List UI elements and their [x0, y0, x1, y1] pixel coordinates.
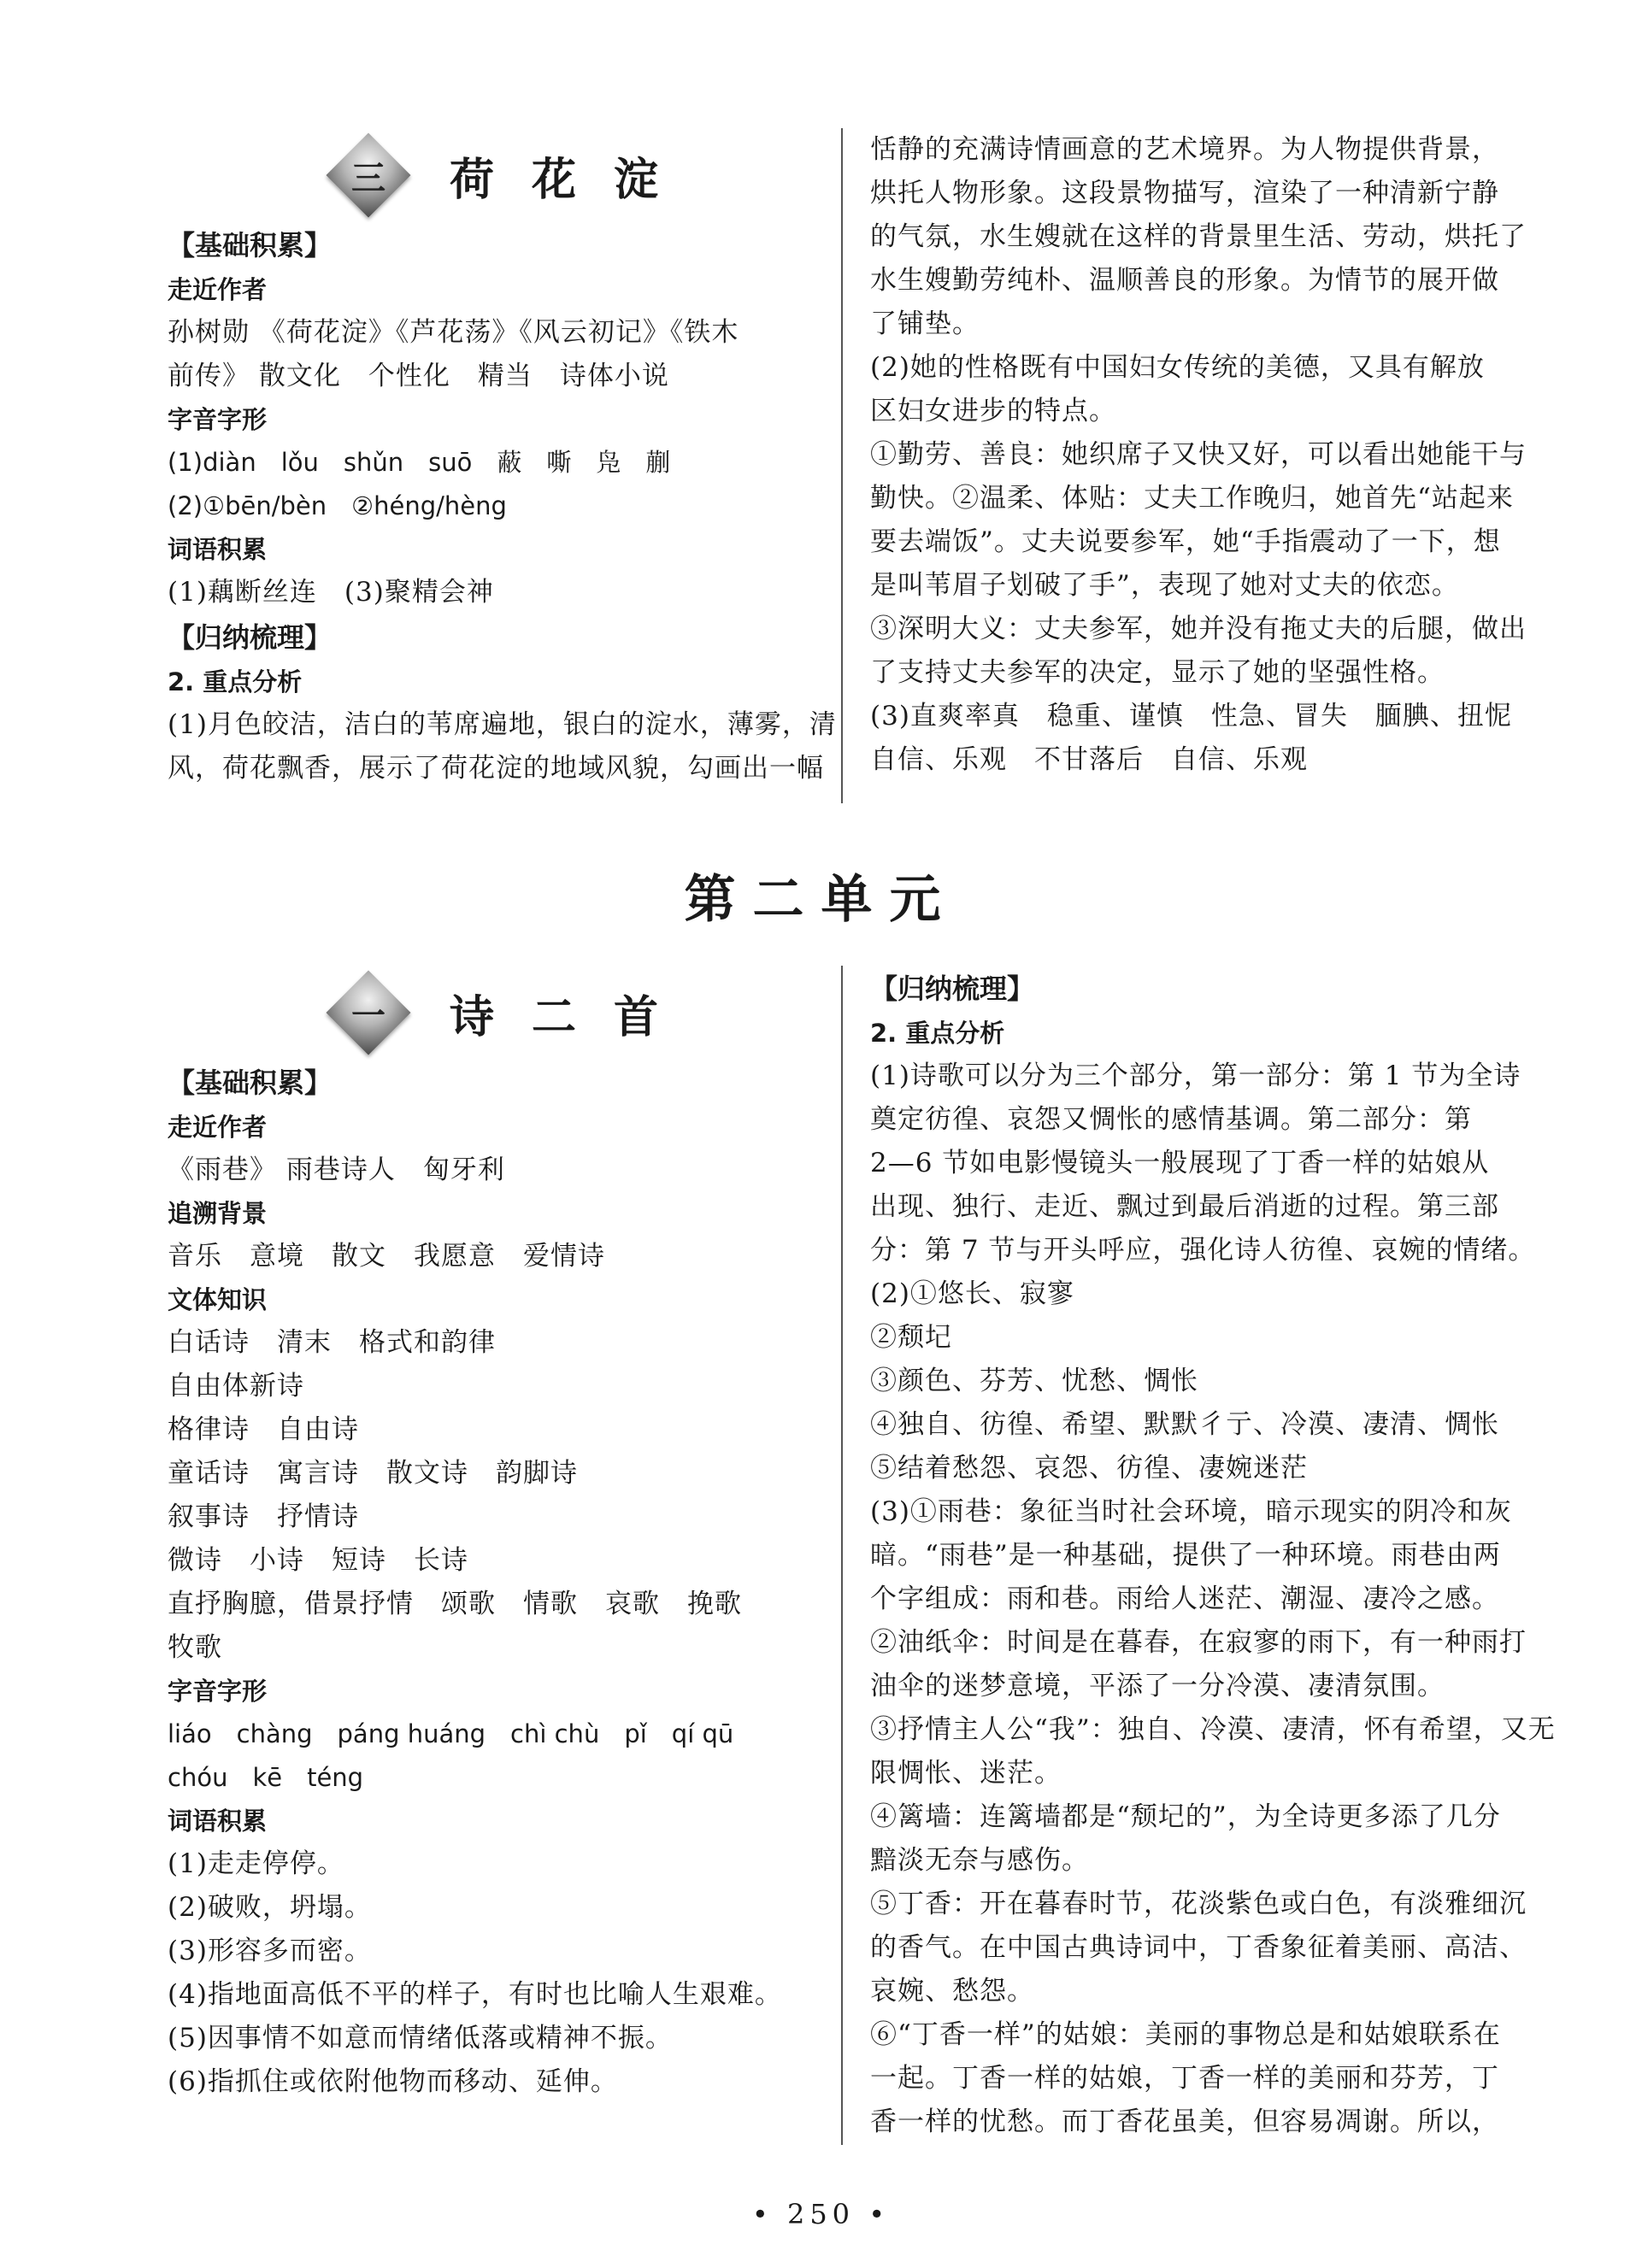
text-line: 微诗 小诗 短诗 长诗 — [168, 1545, 468, 1576]
bottom-right-column — [870, 966, 1556, 2144]
text-line: (2)她的性格既有中国妇女传统的美德，又具有解放 — [870, 352, 1485, 383]
text-line: ②油纸伞：时间是在暮春，在寂寥的雨下，有一种雨打 — [870, 1627, 1527, 1658]
pinyin-line: (2)①bēn/bèn ②héng/hèng — [168, 491, 507, 520]
text-line: 个字组成：雨和巷。雨给人迷茫、潮湿、凄冷之感。 — [870, 1583, 1499, 1614]
text-line: 勤快。②温柔、体贴：丈夫工作晚归，她首先“站起来 — [870, 483, 1514, 514]
text-line: 烘托人物形象。这段景物描写，渲染了一种清新宁静 — [870, 178, 1499, 209]
section-heading: 【基础积累】 — [168, 1066, 333, 1099]
subsection-heading: 字音字形 — [168, 1677, 268, 1706]
text-line: 奠定彷徨、哀怨又惆怅的感情基调。第二部分：第 — [870, 1104, 1472, 1135]
text-line: 直抒胸臆，借景抒情 颂歌 情歌 哀歌 挽歌 — [168, 1589, 742, 1619]
bottom-right-content — [870, 966, 1556, 2144]
section-heading: 【归纳梳理】 — [870, 972, 1035, 1005]
text-line: ③深明大义：丈夫参军，她并没有拖丈夫的后腿，做出 — [870, 614, 1527, 644]
text-line: ⑤结着愁怨、哀怨、彷徨、凄婉迷茫 — [870, 1453, 1308, 1484]
pinyin-line: (1)diàn lǒu shǔn suō 蔽 嘶 凫 蒯 — [168, 448, 671, 477]
pinyin-line: liáo chàng páng huáng chì chù pǐ qí qū — [168, 1719, 734, 1748]
text-line: 水生嫂勤劳纯朴、温顺善良的形象。为情节的展开做 — [870, 265, 1499, 296]
text-line: (6)指抓住或依附他物而移动、延伸。 — [168, 2066, 618, 2097]
text-line: 分：第 7 节与开头呼应，强化诗人彷徨、哀婉的情绪。 — [870, 1235, 1536, 1266]
text-line: 孙树勋 《荷花淀》《芦花荡》《风云初记》《铁木 — [168, 317, 739, 348]
text-line: 的气氛，水生嫂就在这样的背景里生活、劳动，烘托了 — [870, 221, 1527, 252]
text-line: 区妇女进步的特点。 — [870, 396, 1116, 426]
pinyin-line: chóu kē téng — [168, 1763, 364, 1792]
text-line: (3)形容多而密。 — [168, 1936, 372, 1966]
subsection-heading: 走近作者 — [168, 1113, 268, 1142]
subsection-heading: 字音字形 — [168, 405, 268, 434]
text-line: 自由体新诗 — [168, 1371, 304, 1401]
text-line: 出现、独行、走近、飘过到最后消逝的过程。第三部 — [870, 1191, 1499, 1222]
text-line: ④篱墙：连篱墙都是“颓圮的”，为全诗更多添了几分 — [870, 1801, 1501, 1832]
subsection-heading: 2. 重点分析 — [168, 667, 303, 696]
text-line: 格律诗 自由诗 — [168, 1414, 359, 1445]
top-left-column — [168, 128, 837, 790]
text-line: 暗。“雨巷”是一种基础，提供了一种环境。雨巷由两 — [870, 1540, 1501, 1571]
text-line: ⑤丁香：开在暮春时节，花淡紫色或白色，有淡雅细沉 — [870, 1889, 1527, 1919]
text-line: 一起。丁香一样的姑娘，丁香一样的美丽和芬芳，丁 — [870, 2063, 1499, 2094]
subsection-heading: 词语积累 — [168, 535, 268, 564]
lesson-heading-hehuadian — [168, 128, 817, 222]
subsection-heading: 词语积累 — [168, 1807, 268, 1836]
lesson-heading-shierhshou — [168, 966, 817, 1060]
text-line: (1)诗歌可以分为三个部分，第一部分：第 1 节为全诗 — [870, 1061, 1521, 1091]
text-line: 油伞的迷梦意境，平添了一分冷漠、凄清氛围。 — [870, 1671, 1445, 1701]
subsection-heading: 追溯背景 — [168, 1199, 268, 1228]
text-line: 了支持丈夫参军的决定，显示了她的坚强性格。 — [870, 657, 1445, 688]
lesson-number-badge — [321, 128, 415, 222]
text-line: 2—6 节如电影慢镜头一般展现了丁香一样的姑娘从 — [870, 1148, 1490, 1178]
subsection-heading: 文体知识 — [168, 1285, 268, 1314]
text-line: 黯淡无奈与感伤。 — [870, 1845, 1089, 1876]
lesson-number: 三 — [351, 157, 385, 198]
text-line: 风，荷花飘香，展示了荷花淀的地域风貌，勾画出一幅 — [168, 753, 824, 784]
text-line: (3)①雨巷：象征当时社会环境，暗示现实的阴冷和灰 — [870, 1496, 1512, 1527]
text-line: 《雨巷》 雨巷诗人 匈牙利 — [168, 1155, 505, 1185]
bottom-left-content — [168, 1060, 817, 2104]
text-line: (3)直爽率真 稳重、谨慎 性急、冒失 腼腆、扭怩 — [870, 701, 1512, 732]
text-line: 童话诗 寓言诗 散文诗 韵脚诗 — [168, 1458, 578, 1489]
text-line: 哀婉、愁怨。 — [870, 1976, 1034, 2007]
text-line: (2)破败，坍塌。 — [168, 1892, 372, 1923]
text-line: 白话诗 清末 格式和韵律 — [168, 1327, 496, 1358]
lesson-number: 一 — [351, 995, 385, 1036]
text-line: 了铺垫。 — [870, 308, 980, 339]
page-number: • 250 • — [751, 2198, 891, 2230]
subsection-heading: 2. 重点分析 — [870, 1019, 1005, 1048]
text-line: 自信、乐观 不甘落后 自信、乐观 — [870, 744, 1308, 775]
section-heading: 【基础积累】 — [168, 229, 333, 261]
text-line: (1)月色皎洁，洁白的苇席遍地，银白的淀水，薄雾，清 — [168, 709, 837, 740]
text-line: 前传》 散文化 个性化 精当 诗体小说 — [168, 361, 669, 391]
top-right-content — [870, 128, 1527, 782]
text-line: 要去端饭”。丈夫说要参军，她“手指震动了一下，想 — [870, 526, 1501, 557]
text-line: (5)因事情不如意而情绪低落或精神不振。 — [168, 2023, 673, 2054]
text-line: (1)藕断丝连 (3)聚精会神 — [168, 577, 494, 608]
lesson-number-badge — [321, 966, 415, 1060]
column-divider — [841, 966, 843, 2145]
lesson-title: 诗二首 — [450, 990, 697, 1043]
text-line: 音乐 意境 散文 我愿意 爱情诗 — [168, 1241, 605, 1272]
subsection-heading: 走近作者 — [168, 275, 268, 304]
unit-title: 第二单元 — [684, 870, 958, 930]
text-line: ①勤劳、善良：她织席子又快又好，可以看出她能干与 — [870, 439, 1527, 470]
top-left-content — [168, 222, 837, 790]
text-line: 限惆怅、迷茫。 — [870, 1758, 1062, 1789]
text-line: ④独自、彷徨、希望、默默彳亍、冷漠、凄清、惆怅 — [870, 1409, 1499, 1440]
text-line: (2)①悠长、寂寥 — [870, 1278, 1074, 1309]
text-line: 香一样的忧愁。而丁香花虽美，但容易凋谢。所以， — [870, 2106, 1499, 2137]
text-line: ②颓圮 — [870, 1322, 952, 1353]
column-divider — [841, 128, 843, 803]
bottom-left-column — [168, 966, 817, 2104]
text-line: 牧歌 — [168, 1632, 222, 1663]
text-line: (4)指地面高低不平的样子，有时也比喻人生艰难。 — [168, 1979, 782, 2010]
text-line: 的香气。在中国古典诗词中，丁香象征着美丽、高洁、 — [870, 1932, 1527, 1963]
top-right-column — [870, 128, 1527, 782]
text-line: ③抒情主人公“我”：独自、冷漠、凄清，怀有希望，又无 — [870, 1714, 1556, 1745]
text-line: 是叫苇眉子划破了手”，表现了她对丈夫的依恋。 — [870, 570, 1459, 601]
lesson-title: 荷花淀 — [450, 153, 697, 206]
text-line: ⑥“丁香一样”的姑娘：美丽的事物总是和姑娘联系在 — [870, 2019, 1501, 2050]
section-heading: 【归纳梳理】 — [168, 621, 333, 654]
text-line: ③颜色、芬芳、忧愁、惆怅 — [870, 1366, 1198, 1396]
text-line: 叙事诗 抒情诗 — [168, 1501, 359, 1532]
text-line: 恬静的充满诗情画意的艺术境界。为人物提供背景， — [870, 134, 1499, 165]
text-line: (1)走走停停。 — [168, 1848, 344, 1879]
